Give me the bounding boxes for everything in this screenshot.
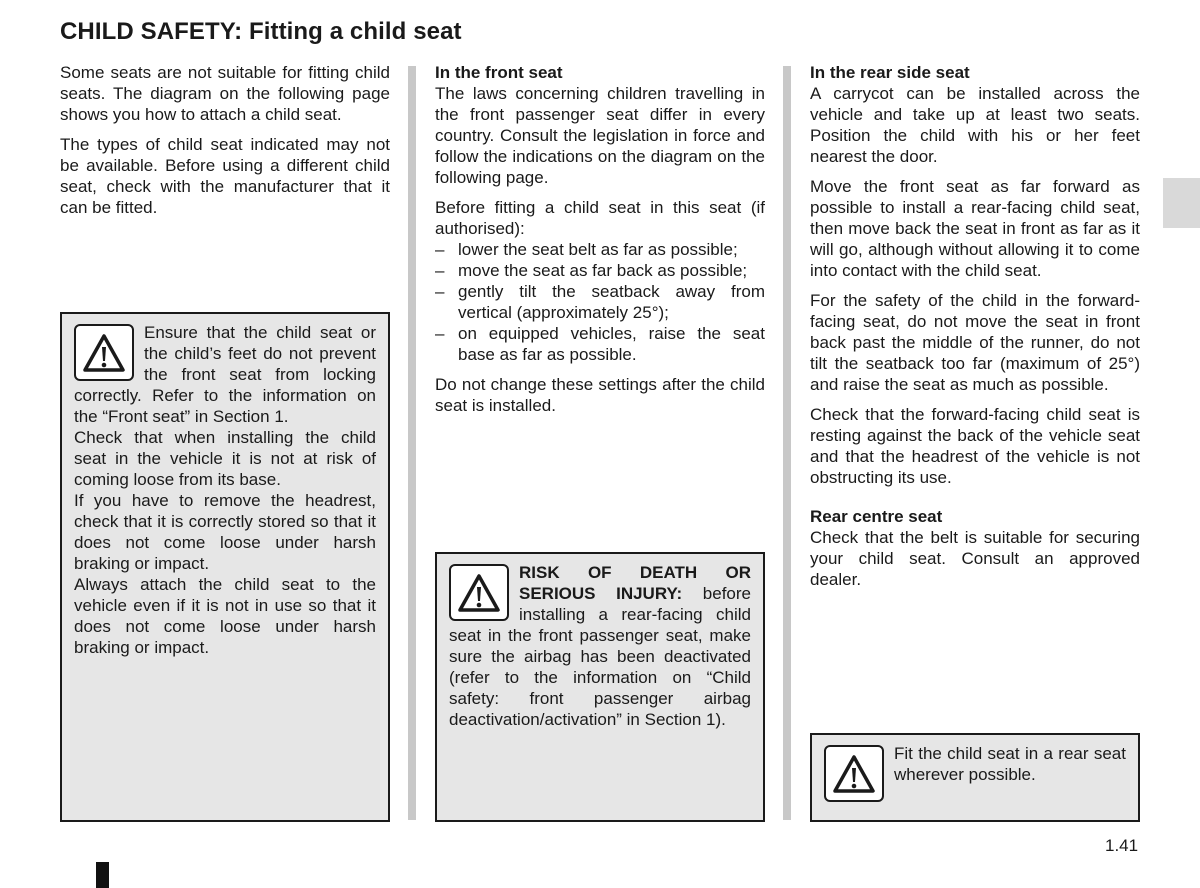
page-number: 1.41 (1105, 836, 1139, 855)
warning-text: If you have to remove the headrest, check that it is correctly stored so that it does not come loose under harsh braking or impact. (74, 491, 376, 573)
warning-triangle-icon (74, 324, 134, 381)
risk-of-death-label: RISK OF DEATH OR SERIOUS INJURY: (519, 563, 751, 603)
section-tab-marker (1163, 178, 1200, 228)
intro-paragraph: Some seats are not suitable for fitting child seats. The diagram on the following page shows you how to attach a child seat. (60, 63, 390, 124)
list-item: – on equipped vehicles, raise the seat base as far as possible. (435, 323, 765, 365)
do-not-change-paragraph: Do not change these settings after the child seat is installed. (435, 375, 765, 415)
warning-text: Ensure that the child seat or the child’s feet do not prevent the front seat from locking correctly. Refer to the information on the “Front seat” in Section 1. (74, 323, 376, 426)
column-divider (408, 66, 416, 820)
child-seat-types-paragraph: The types of child seat indicated may not be available. Before using a different child seat, check with the manufacturer that it can be fitted. (60, 135, 390, 217)
page-edge-mark (96, 862, 109, 888)
section-heading-front-seat: In the front seat (435, 63, 563, 82)
forward-facing-paragraph: For the safety of the child in the forward-facing seat, do not move the seat in front back past the middle of the runner, do not tilt the seatback too far (maximum of 25°) and raise the seat as much as possible. (810, 291, 1140, 394)
front-seat-laws-paragraph: The laws concerning children travelling in the front passenger seat differ in every country. Consult the legislation in force and follow the indications on the diagram on the following page. (435, 84, 765, 187)
column-right (810, 62, 1140, 599)
warning-triangle-icon (449, 564, 509, 621)
column-divider (783, 66, 791, 820)
warning-box-airbag (435, 552, 765, 822)
section-heading-rear-side-seat: In the rear side seat (810, 63, 970, 82)
settings-list (435, 239, 765, 365)
rear-facing-paragraph: Move the front seat as far forward as possible to install a rear-facing child seat, then move back the seat in front as far as it will go, although without allowing it to come into contact with the child seat. (810, 177, 1140, 280)
info-text: Fit the child seat in a rear seat wherever possible. (894, 744, 1126, 784)
warning-text: Always attach the child seat to the vehicle even if it is not in use so that it does not come loose under harsh braking or impact. (74, 575, 376, 657)
carrycot-paragraph: A carrycot can be installed across the vehicle and take up at least two seats. Position the child with his or her feet nearest the door. (810, 84, 1140, 166)
list-item: – gently tilt the seatback away from vertical (approximately 25°); (435, 281, 765, 323)
warning-box-front-seat-locking (60, 312, 390, 822)
airbag-warning-text: before installing a rear-facing child seat in the front passenger seat, make sure the airbag has been deactivated (refer to the information on “Child safety: front passenger airbag deactivation/activation” in Section 1). (449, 584, 751, 729)
page-title: CHILD SAFETY: Fitting a child seat (60, 18, 462, 45)
before-fitting-paragraph: Before fitting a child seat in this seat (if authorised): (435, 198, 765, 238)
list-item: – lower the seat belt as far as possible; (435, 239, 765, 260)
info-box-rear-seat (810, 733, 1140, 822)
list-item: – move the seat as far back as possible; (435, 260, 765, 281)
centre-seat-belt-paragraph: Check that the belt is suitable for securing your child seat. Consult an approved dealer. (810, 528, 1140, 589)
section-heading-rear-centre-seat: Rear centre seat (810, 507, 943, 526)
warning-text: Check that when installing the child seat in the vehicle it is not at risk of coming loose from its base. (74, 428, 376, 489)
warning-triangle-icon (824, 745, 884, 802)
column-left (60, 62, 390, 227)
column-middle (435, 62, 765, 425)
headrest-paragraph: Check that the forward-facing child seat is resting against the back of the vehicle seat and that the headrest of the vehicle is not obstructing its use. (810, 405, 1140, 487)
